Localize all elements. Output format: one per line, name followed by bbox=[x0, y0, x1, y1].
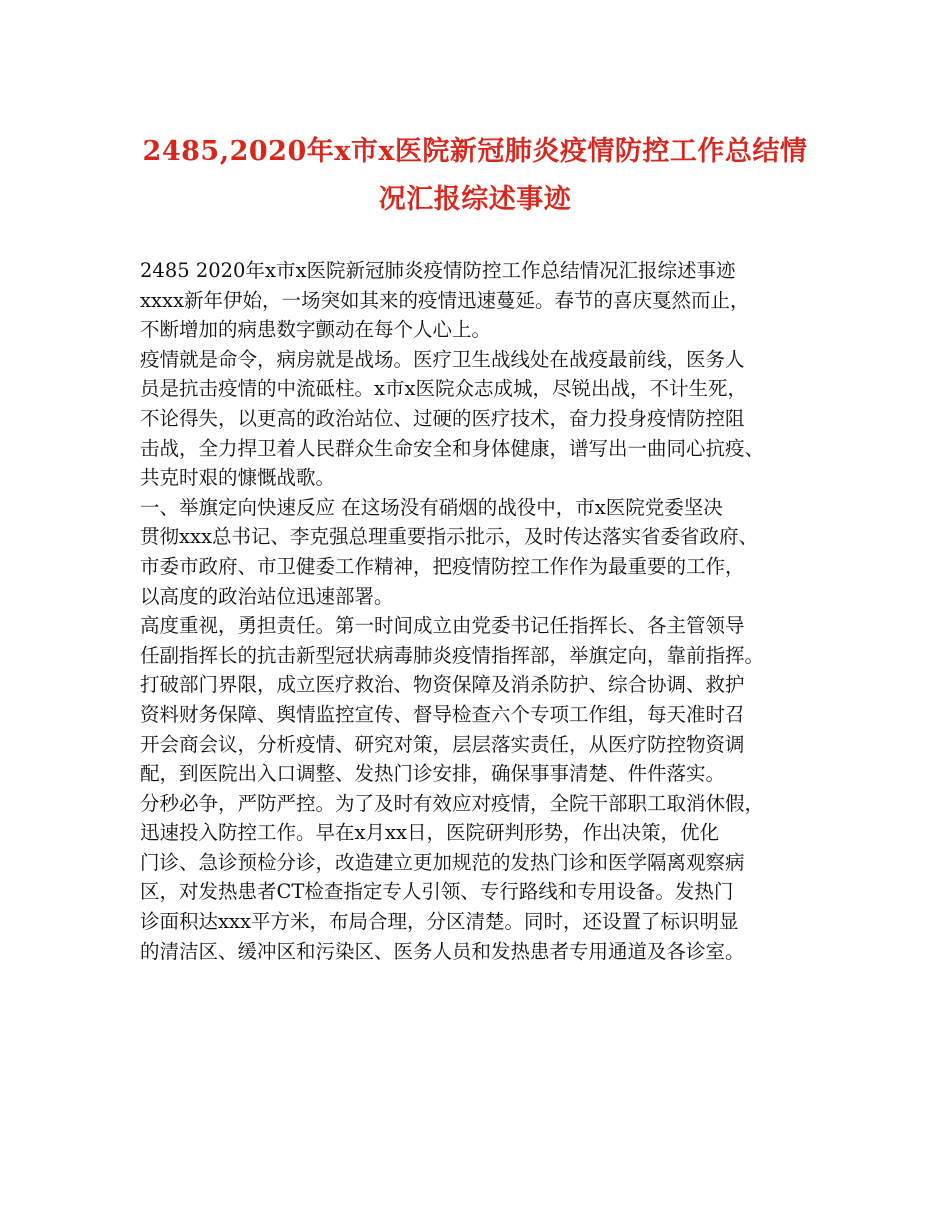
body-line: xxxx新年伊始，一场突如其来的疫情迅速蔓延。春节的喜庆戛然而止， bbox=[140, 288, 750, 312]
title-line: 2485,2020年x市x医院新冠肺炎疫情防控工作总结情 bbox=[142, 136, 808, 167]
body-line: 分秒必争，严防严控。为了及时有效应对疫情，全院干部职工取消休假， bbox=[140, 791, 765, 815]
body-line: 不论得失，以更高的政治站位、过硬的医疗技术，奋力投身疫情防控阻 bbox=[140, 406, 745, 430]
body-line: 员是抗击疫情的中流砥柱。x市x医院众志成城，尽锐出战，不计生死， bbox=[140, 377, 747, 401]
body-line: 打破部门界限，成立医疗救治、物资保障及消杀防护、综合协调、救护 bbox=[140, 673, 745, 697]
body-line: 高度重视，勇担责任。第一时间成立由党委书记任指挥长、各主管领导 bbox=[140, 614, 745, 638]
body-line: 区，对发热患者CT检查指定专人引领、专行路线和专用设备。发热门 bbox=[140, 880, 734, 904]
body-line: 击战，全力捍卫着人民群众生命安全和身体健康，谱写出一曲同心抗疫、 bbox=[140, 436, 765, 460]
body-line: 配，到医院出入口调整、发热门诊安排，确保事事清楚、件件落实。 bbox=[140, 762, 726, 786]
body-line: 共克时艰的慷慨战歌。 bbox=[140, 466, 336, 490]
body-line: 一、举旗定向快速反应 在这场没有硝烟的战役中，市x医院党委坚决 bbox=[140, 495, 723, 519]
body-line: 门诊、急诊预检分诊，改造建立更加规范的发热门诊和医学隔离观察病 bbox=[140, 850, 745, 874]
body-line: 开会商会议，分析疫情、研究对策，层层落实责任，从医疗防控物资调 bbox=[140, 732, 745, 756]
document-title bbox=[120, 128, 830, 224]
document-body bbox=[140, 256, 830, 966]
body-line: 诊面积达xxx平方米，布局合理，分区清楚。同时，还设置了标识明显 bbox=[140, 910, 739, 934]
body-line: 以高度的政治站位迅速部署。 bbox=[140, 584, 394, 608]
body-line: 迅速投入防控工作。早在x月xx日，医院研判形势，作出决策，优化 bbox=[140, 821, 719, 845]
body-line: 贯彻xxx总书记、李克强总理重要指示批示，及时传达落实省委省政府、 bbox=[140, 525, 758, 549]
body-line: 资料财务保障、舆情监控宣传、督导检查六个专项工作组，每天准时召 bbox=[140, 702, 745, 726]
body-line: 的清洁区、缓冲区和污染区、医务人员和发热患者专用通道及各诊室。 bbox=[140, 939, 745, 963]
title-line: 况汇报综述事迹 bbox=[378, 184, 572, 215]
body-line: 疫情就是命令，病房就是战场。医疗卫生战线处在战疫最前线，医务人 bbox=[140, 347, 745, 371]
body-line: 市委市政府、市卫健委工作精神，把疫情防控工作作为最重要的工作， bbox=[140, 554, 745, 578]
body-line: 不断增加的病患数字颤动在每个人心上。 bbox=[140, 318, 492, 342]
body-line: 2485 2020年x市x医院新冠肺炎疫情防控工作总结情况汇报综述事迹 bbox=[140, 259, 736, 282]
body-line: 任副指挥长的抗击新型冠状病毒肺炎疫情指挥部，举旗定向，靠前指挥。 bbox=[140, 643, 765, 667]
